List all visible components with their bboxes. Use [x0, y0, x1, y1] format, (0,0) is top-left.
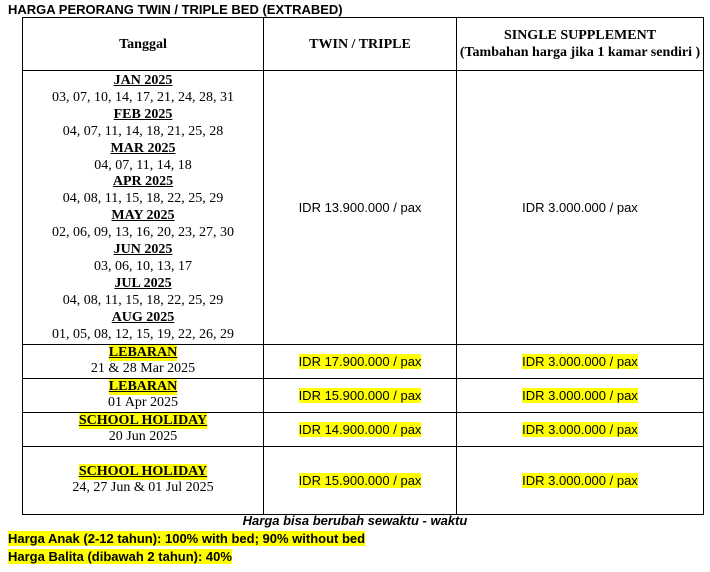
price-change-note: Harga bisa berubah sewaktu - waktu — [242, 513, 468, 528]
month-label: MAY 2025 — [111, 208, 175, 224]
special-date-cell — [23, 412, 264, 446]
infant-price-line — [8, 549, 232, 564]
regular-dates-row — [23, 71, 704, 345]
special-row — [23, 378, 704, 412]
special-twin-price: IDR 15.900.000 / pax — [298, 472, 422, 488]
special-row — [23, 412, 704, 446]
regular-single-price: IDR 3.000.000 / pax — [457, 71, 704, 345]
special-date-cell — [23, 446, 264, 514]
month-label: AUG 2025 — [111, 309, 175, 325]
infant-price: Harga Balita (dibawah 2 tahun): 40% — [8, 549, 232, 564]
special-single-price: IDR 3.000.000 / pax — [522, 472, 638, 488]
header-twin-triple: TWIN / TRIPLE — [264, 18, 457, 71]
special-twin-price: IDR 15.900.000 / pax — [298, 387, 422, 403]
month-days: 03, 07, 10, 14, 17, 21, 24, 28, 31 — [52, 89, 234, 105]
special-label: LEBARAN — [108, 379, 178, 394]
header-single-supplement — [457, 18, 704, 71]
month-label: APR 2025 — [112, 174, 174, 190]
special-date: 24, 27 Jun & 01 Jul 2025 — [72, 480, 214, 495]
month-label: JAN 2025 — [113, 73, 173, 88]
special-single-price-cell — [457, 412, 704, 446]
special-date: 20 Jun 2025 — [108, 429, 178, 444]
special-date: 01 Apr 2025 — [108, 395, 178, 410]
special-single-price: IDR 3.000.000 / pax — [522, 353, 638, 369]
price-table — [22, 17, 704, 515]
special-twin-price-cell — [264, 412, 457, 446]
header-date: Tanggal — [23, 18, 264, 71]
regular-dates-cell — [23, 71, 264, 345]
table-header-row — [23, 18, 704, 71]
child-price-line — [8, 531, 365, 546]
page-title: HARGA PERORANG TWIN / TRIPLE BED (EXTRABED) — [8, 2, 343, 17]
month-label: JUN 2025 — [113, 242, 173, 258]
special-single-price: IDR 3.000.000 / pax — [522, 421, 638, 437]
month-days: 02, 06, 09, 13, 16, 20, 23, 27, 30 — [52, 225, 234, 241]
month-days: 04, 08, 11, 15, 18, 22, 25, 29 — [62, 292, 224, 308]
month-label: JUL 2025 — [114, 275, 172, 291]
month-days: 04, 08, 11, 15, 18, 22, 25, 29 — [62, 191, 224, 207]
month-days: 04, 07, 11, 14, 18 — [94, 157, 192, 173]
special-date-cell — [23, 378, 264, 412]
special-single-price: IDR 3.000.000 / pax — [522, 387, 638, 403]
special-single-price-cell — [457, 378, 704, 412]
special-label: SCHOOL HOLIDAY — [78, 413, 208, 428]
special-twin-price-cell — [264, 446, 457, 514]
special-label: SCHOOL HOLIDAY — [78, 464, 208, 479]
special-label: LEBARAN — [108, 345, 178, 360]
month-days: 01, 05, 08, 12, 15, 19, 22, 26, 29 — [52, 326, 234, 342]
special-twin-price: IDR 14.900.000 / pax — [298, 421, 422, 437]
header-single-desc: (Tambahan harga jika 1 kamar sendiri ) — [459, 45, 701, 60]
header-single-title: SINGLE SUPPLEMENT — [503, 28, 657, 43]
regular-twin-price: IDR 13.900.000 / pax — [264, 71, 457, 345]
month-label: FEB 2025 — [113, 106, 173, 122]
special-single-price-cell — [457, 344, 704, 378]
child-price: Harga Anak (2-12 tahun): 100% with bed; 90% without bed — [8, 531, 366, 546]
special-row — [23, 446, 704, 514]
month-label: MAR 2025 — [110, 140, 176, 156]
special-date-cell — [23, 344, 264, 378]
special-row — [23, 344, 704, 378]
special-date: 21 & 28 Mar 2025 — [90, 361, 196, 376]
month-days: 03, 06, 10, 13, 17 — [94, 258, 192, 274]
month-days: 04, 07, 11, 14, 18, 21, 25, 28 — [62, 123, 224, 139]
special-twin-price-cell — [264, 378, 457, 412]
special-single-price-cell — [457, 446, 704, 514]
special-twin-price-cell — [264, 344, 457, 378]
special-twin-price: IDR 17.900.000 / pax — [298, 353, 422, 369]
